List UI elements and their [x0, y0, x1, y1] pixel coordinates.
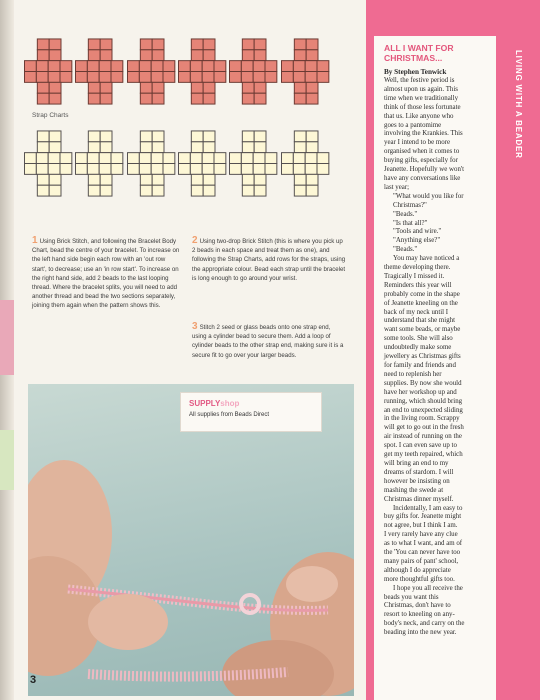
sidebar-body-line: will bring an end to my: [384, 459, 449, 467]
strap-chart-motif: [229, 38, 278, 106]
strap-chart-motif: [75, 130, 124, 198]
sidebar-body-line: almost upon us again. This: [384, 85, 458, 93]
sidebar-body-line: mashing the swede at: [384, 486, 444, 494]
sidebar-body-line: running, which should bring: [384, 397, 463, 405]
sidebar-body-line: beads you want this: [384, 593, 439, 601]
sidebar-body-line: spot. I can even save up to: [384, 442, 457, 450]
supply-shop-box: [180, 392, 322, 432]
sidebar-body-line: supplies. By now she would: [384, 379, 462, 387]
sidebar-body-line: that us. Like anyone who: [384, 112, 454, 120]
sidebar-body-line: jewellery as Christmas gifts: [384, 353, 461, 361]
sidebar-body-line: "What would you like for: [393, 192, 464, 200]
strap-chart-motif: [127, 38, 176, 106]
step-3-number: 3: [192, 321, 198, 332]
sidebar-body-line: will get to go out in the fresh: [384, 424, 464, 432]
sidebar-body-line: beading into the new year.: [384, 629, 457, 637]
strap-chart-motif: [178, 38, 227, 106]
sidebar-body-line: Christmas, don't have to: [384, 602, 451, 610]
sidebar-body-line: "Beads.": [393, 210, 418, 218]
sidebar-body-line: "Anything else?": [393, 237, 441, 245]
previous-page-edge-green: [0, 430, 14, 490]
sidebar-body-line: goes to a pantomime: [384, 121, 442, 129]
sidebar-body-line: think of those less fortunate: [384, 103, 461, 111]
sidebar-body-line: air instead of running on the: [384, 433, 462, 441]
strap-charts-caption: Strap Charts: [32, 112, 69, 119]
strap-chart-cream: [24, 130, 330, 198]
sidebar-body-line: for family and friends and: [384, 362, 456, 369]
sidebar-body-line: Christmas?": [393, 201, 427, 209]
strap-chart-motif: [178, 130, 227, 198]
strap-chart-motif: [24, 38, 73, 106]
sidebar-body-line: I very rarely have any clue: [384, 531, 458, 539]
sidebar-body-line: last year;: [384, 183, 410, 191]
sidebar-body-line: want some beads, or maybe: [384, 326, 461, 334]
sidebar-body-line: year I intend to be more: [384, 139, 451, 147]
sidebar-body-line: You may have noticed a: [393, 255, 460, 263]
sidebar-body-line: time when we traditionally: [384, 94, 459, 102]
strap-chart-motif: [281, 38, 330, 106]
step-1-text: [32, 236, 180, 311]
sidebar-body-line: understand that she might: [384, 317, 455, 325]
sidebar-body-line: Well, the festive period is: [384, 77, 455, 84]
supply-shop-title: SUPPLYshop: [189, 399, 240, 408]
page-number: 3: [30, 674, 37, 686]
sidebar-body-line: Incidentally, I am easy to: [393, 504, 463, 512]
sidebar-body-line: body's neck, and carry on the: [384, 620, 465, 628]
sidebar-body-line: resort to kneeling on any-: [384, 611, 455, 619]
strap-chart-motif: [127, 130, 176, 198]
sidebar-body-line: although I do appreciate: [384, 566, 451, 574]
strap-chart-motif: [229, 130, 278, 198]
strap-chart-motif: [75, 38, 124, 106]
sidebar-body-line: I hope you all receive the: [393, 584, 463, 592]
sidebar-article-body: [384, 77, 496, 638]
step-2-number: 2: [192, 235, 198, 246]
sidebar-body-line: probably come in the shape: [384, 290, 460, 298]
sidebar-section-label: LIVING WITH A BEADER: [514, 50, 523, 159]
sidebar-body-line: as to what I want, and am of: [384, 540, 463, 548]
sidebar-body-line: Reminders this year will: [384, 281, 452, 289]
sidebar-body-line: undoubtedly make some: [384, 344, 452, 352]
sidebar-body-line: an end to unexpected sliding: [384, 406, 463, 414]
sidebar-body-line: "Tools and wire.": [393, 228, 442, 236]
strap-chart-motif: [24, 130, 73, 198]
sidebar-body-line: in the living room. Scrappy: [384, 415, 460, 423]
sidebar-body-line: "Is that all?": [393, 219, 428, 227]
sidebar-body-line: some tools. She will also: [384, 335, 453, 343]
sidebar-byline: By Stephen Tenwick: [384, 68, 447, 76]
sidebar-body-line: get my teeth repaired, which: [384, 451, 463, 459]
sidebar-body-line: buy gifts for. Jeanette might: [384, 513, 462, 521]
sidebar-body-line: more thoughtful gifts too.: [384, 575, 455, 583]
step-3-text: [192, 322, 346, 360]
sidebar-body-line: "Beads.": [393, 246, 418, 254]
sidebar-body-line: the 'You can never have too: [384, 549, 461, 557]
sidebar-body-line: of Jeanette kneeling on the: [384, 299, 458, 307]
sidebar-title: ALL I WANT FOR CHRISTMAS...: [384, 43, 454, 63]
sidebar-body-line: have any conversations like: [384, 174, 461, 182]
sidebar-body-line: Jeanette. Hopefully we won't: [384, 166, 465, 174]
step-1-body: Using Brick Stitch, and following the Bracelet Body Chart, bead the centre of your bracelet. To increase on the left hand side begin each row with an 'out row start', to decrease; use an 'in row start'. To increase on the right hand side, add 2 beads to the last looping thread. Where the bracelet splits, you will need to add another thread and bead the two sections separately, joining them again when the pattern shows this.: [32, 238, 180, 310]
sidebar-body-line: theme developing there.: [384, 264, 451, 272]
sidebar-body-line: organised when it comes to: [384, 148, 460, 156]
strap-chart-pink: [24, 38, 330, 106]
sidebar-body-line: not agree, but I think I am.: [384, 522, 458, 530]
supply-shop-text: All supplies from Beads Direct: [189, 412, 270, 418]
sidebar-body-line: dreams of stardom. I will: [384, 468, 454, 476]
sidebar-body-line: need to replenish her: [384, 370, 442, 378]
sidebar-body-line: have her workshop up and: [384, 388, 457, 396]
sidebar-body-line: Tragically I missed it.: [384, 272, 445, 280]
step-3-body: Stitch 2 seed or glass beads onto one strap end, using a cylinder bead to secure them. Add a loop of cylinder beads to the other strap end, making sure it is a secure fit to go over your larger beads.: [192, 324, 344, 359]
sidebar-body-line: many pairs of pant' school,: [384, 557, 459, 565]
step-2-body: Using two-drop Brick Stitch (this is where you pick up 2 beads in each space and treat them as one), and following the Strap Charts, add rows for the straps, using the appropriate colour. Bead each strap until the bracelet is long enough to go around your wrist.: [192, 238, 346, 282]
sidebar-body-line: back of my neck until I: [384, 308, 449, 316]
step-1-number: 1: [32, 235, 38, 246]
strap-chart-motif: [281, 130, 330, 198]
previous-page-edge-pink: [0, 300, 14, 375]
sidebar-body-line: buying gifts, especially for: [384, 157, 458, 165]
sidebar-body-line: involving the Krankies. This: [384, 130, 463, 138]
sidebar-body-line: Christmas dinner myself.: [384, 495, 454, 503]
step-2-text: [192, 236, 346, 283]
sidebar-body-line: however be insisting on: [384, 477, 450, 485]
